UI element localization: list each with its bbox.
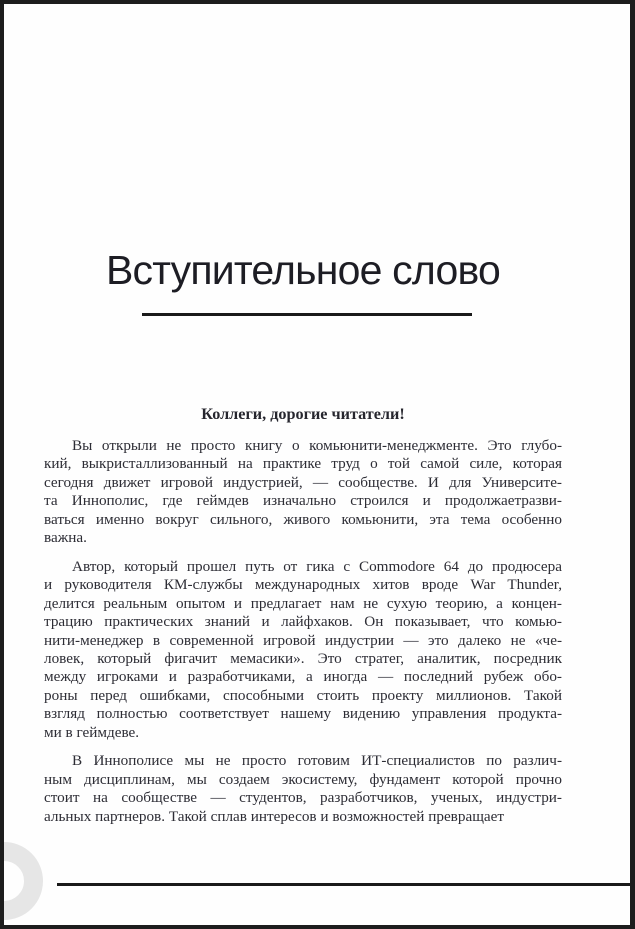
page-content <box>44 404 562 826</box>
section-heading: Коллеги, дорогие читатели! <box>201 405 405 423</box>
text-line: важна. <box>44 529 87 547</box>
text-line: ми в геймдеве. <box>44 723 140 741</box>
text-line: альных партнеров. Такой сплав интересов и возможностей превращает <box>44 807 505 825</box>
text-line: В Иннополисе мы не просто готовим ИТ-специалистов по различ- <box>72 752 562 770</box>
chapter-title: Вступительное слово <box>106 247 500 293</box>
text-line: ловек, который фигачит мемасики». Это стратег, аналитик, посредник <box>44 649 562 667</box>
text-line: кий, выкристаллизованный на практике труд о той самой силе, которая <box>44 455 562 473</box>
book-page <box>4 4 630 925</box>
text-line: роны перед ошибками, способными стоить проекту миллионов. Такой <box>44 686 562 704</box>
text-line: и руководителя КМ-службы международных хитов вроде War Thunder, <box>44 576 562 594</box>
text-line: делится реальным опытом и предлагает нам не сухую теорию, а концен- <box>44 594 562 612</box>
text-line: между игроками и разработчиками, а иногда — последний рубеж обо- <box>44 668 562 686</box>
paragraph-list <box>44 437 562 826</box>
text-line: трацию практических знаний и лайфхаков. Он показывает, что комью- <box>44 613 562 631</box>
footer-divider-rule <box>57 883 630 886</box>
title-divider-rule <box>142 313 472 316</box>
text-line: стоит на сообществе — студентов, разработчиков, ученых, индустри- <box>44 789 562 807</box>
circle-ring-icon <box>4 842 43 920</box>
paragraph <box>44 437 562 548</box>
text-line: сегодня движет игровой индустрией, — сообществе. И для Университе- <box>44 473 562 491</box>
text-line: Вы открыли не просто книгу о комьюнити-менеджменте. Это глубо- <box>72 437 562 454</box>
text-line: нити-менеджер в современной игровой индустрии — это далеко не «че- <box>44 631 562 649</box>
paragraph <box>44 752 562 826</box>
text-line: та Иннополис, где геймдев изначально строился и продолжаетразви- <box>44 492 562 510</box>
paragraph <box>44 558 562 743</box>
text-line: взгляд полностью соответствует нашему видению управления продукта- <box>44 705 562 723</box>
text-line: ваться именно вокруг сильного, живого комьюнити, эта тема особенно <box>44 510 562 528</box>
text-line: Автор, который прошел путь от гика с Commodore 64 до продюсера <box>72 557 562 575</box>
text-line: ным дисциплинам, мы создаем экосистему, фундамент которой прочно <box>44 770 562 788</box>
